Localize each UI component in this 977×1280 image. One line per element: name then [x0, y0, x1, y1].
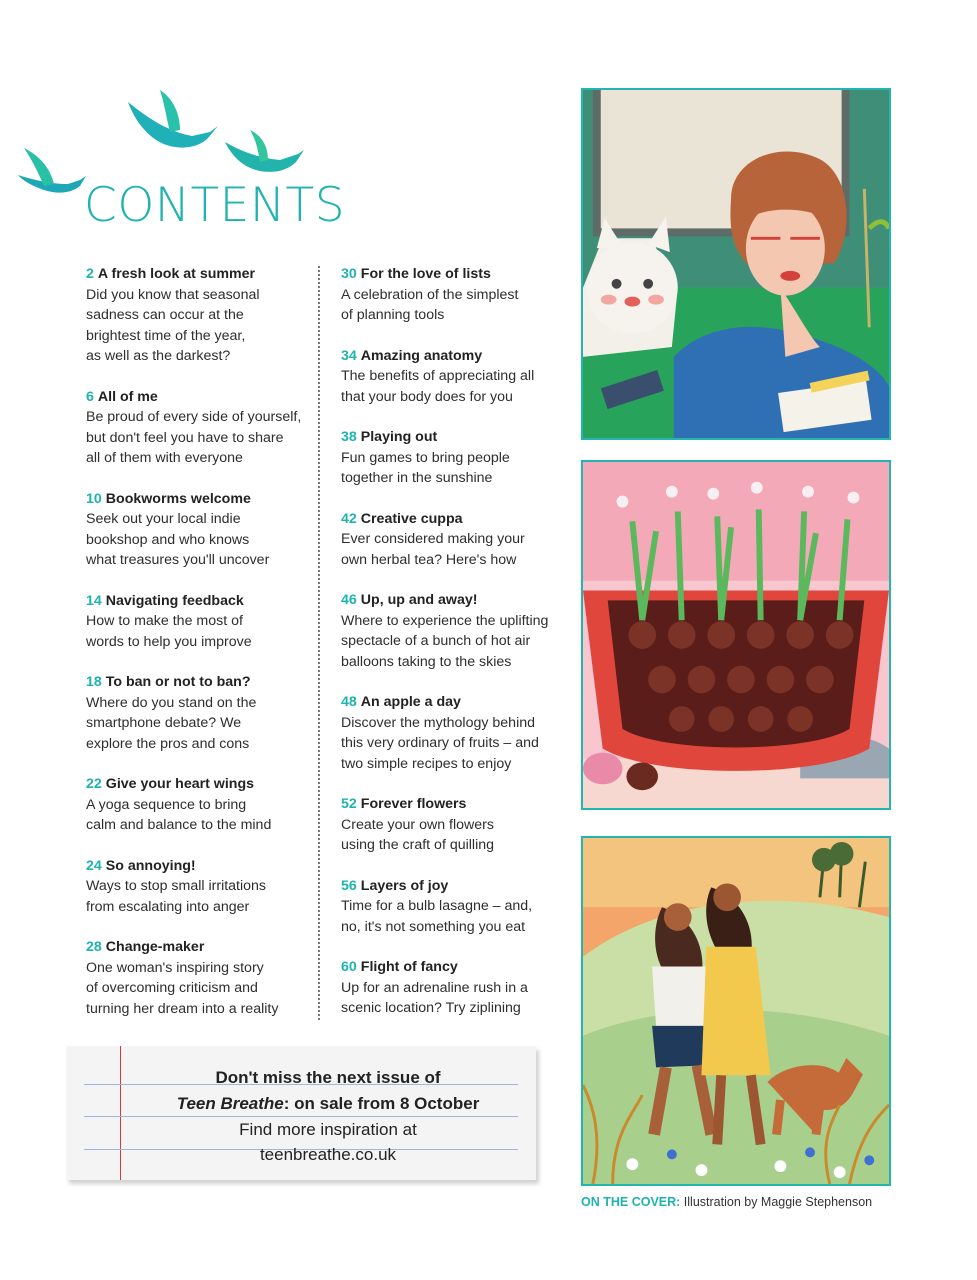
entry-description: Did you know that seasonal sadness can occur at the brightest time of the year, as well as the darkest? — [86, 286, 260, 364]
page-number: 38 — [341, 429, 357, 445]
entry-title: Change-maker — [105, 939, 205, 955]
entry-title: An apple a day — [360, 694, 461, 710]
magazine-name: Teen Breathe — [176, 1094, 284, 1113]
entry-heading — [341, 794, 571, 815]
contents-entry[interactable] — [341, 876, 571, 938]
page-number: 42 — [341, 510, 357, 527]
entry-heading — [86, 856, 318, 877]
entry-title: Bookworms welcome — [105, 490, 251, 507]
entry-title: To ban or not to ban? — [105, 674, 251, 690]
entry-heading — [86, 264, 318, 285]
entry-heading — [341, 427, 571, 448]
next-issue-note — [66, 1046, 536, 1180]
page-number: 56 — [341, 877, 357, 894]
entry-description: Where to experience the uplifting spectacle of a bunch of hot air balloons taking to the skies — [341, 612, 549, 670]
page-number: 52 — [341, 796, 357, 812]
entry-description: Time for a bulb lasagne – and, no, it's not something you eat — [341, 898, 533, 935]
contents-entry[interactable] — [86, 264, 318, 367]
contents-entry[interactable] — [341, 427, 571, 489]
page-number: 34 — [341, 347, 357, 364]
entry-heading — [86, 937, 318, 958]
cover-label: ON THE COVER: — [581, 1195, 681, 1209]
entry-heading — [86, 774, 318, 795]
page-number: 30 — [341, 266, 357, 282]
entry-title: Flight of fancy — [360, 959, 458, 975]
entry-description: Ever considered making your own herbal tea? Here's how — [341, 531, 525, 568]
entry-description: Be proud of every side of yourself, but don't feel you have to share all of them with everyone — [86, 409, 302, 466]
entry-title: Playing out — [360, 429, 438, 445]
contents-entry[interactable] — [86, 774, 318, 836]
entry-heading — [341, 692, 571, 713]
next-issue-date: : on sale from 8 October — [283, 1094, 480, 1113]
contents-column-left — [86, 264, 318, 1039]
entry-description: Fun games to bring people together in the sunshine — [341, 449, 510, 486]
page-number: 24 — [86, 857, 102, 874]
girl-with-cat-illustration — [581, 88, 891, 440]
entry-description: A yoga sequence to bring calm and balance to the mind — [86, 796, 272, 833]
contents-entry[interactable] — [341, 794, 571, 856]
column-divider — [318, 266, 320, 1020]
entry-title: So annoying! — [105, 857, 196, 874]
entry-heading — [86, 591, 318, 612]
entry-heading — [86, 672, 318, 693]
entry-heading — [86, 387, 318, 408]
contents-entry[interactable] — [341, 509, 571, 571]
entry-description: Ways to stop small irritations from escalating into anger — [86, 878, 267, 915]
entry-description: A celebration of the simplest of planning tools — [341, 286, 519, 323]
page-title: CONTENTS — [84, 178, 346, 233]
entry-title: For the love of lists — [360, 266, 491, 282]
entry-title: Layers of joy — [360, 877, 449, 894]
walking-girls-with-dog-illustration — [581, 836, 891, 1186]
page-number: 18 — [86, 674, 102, 690]
contents-entry[interactable] — [86, 387, 318, 469]
contents-column-right — [341, 264, 571, 1039]
page-number: 2 — [86, 266, 94, 282]
bird-icon — [128, 90, 218, 148]
bird-icon — [18, 148, 86, 193]
entry-heading — [341, 876, 571, 897]
contents-entry[interactable] — [341, 692, 571, 774]
contents-entry[interactable] — [341, 264, 571, 326]
entry-heading — [341, 957, 571, 978]
bulb-bowl-illustration — [581, 460, 891, 810]
next-issue-line2 — [120, 1094, 536, 1114]
cover-credit — [581, 1195, 872, 1209]
contents-entry[interactable] — [86, 856, 318, 918]
contents-entry[interactable] — [86, 937, 318, 1019]
entry-title: Amazing anatomy — [360, 347, 483, 364]
page-number: 28 — [86, 939, 102, 955]
entry-heading — [341, 346, 571, 367]
entry-title: Forever flowers — [360, 796, 467, 812]
entry-heading — [86, 489, 318, 510]
cover-credit-text: Illustration by Maggie Stephenson — [683, 1195, 873, 1209]
entry-description: Up for an adrenaline rush in a scenic location? Try ziplining — [341, 979, 528, 1016]
entry-description: The benefits of appreciating all that your body does for you — [341, 368, 535, 405]
entry-title: Give your heart wings — [105, 776, 255, 792]
note-rule — [84, 1116, 518, 1117]
page-number: 6 — [86, 388, 94, 405]
entry-heading — [341, 264, 571, 285]
page-number: 10 — [86, 490, 102, 507]
entry-title: Creative cuppa — [360, 510, 463, 527]
entry-description: Where do you stand on the smartphone debate? We explore the pros and cons — [86, 694, 257, 752]
website-link[interactable]: teenbreathe.co.uk — [259, 1145, 397, 1164]
contents-entry[interactable] — [341, 957, 571, 1019]
bird-icon — [225, 130, 304, 172]
page-number: 22 — [86, 776, 102, 792]
contents-entry[interactable] — [86, 591, 318, 653]
page-number: 48 — [341, 694, 357, 710]
entry-description: Create your own flowers using the craft of quilling — [341, 816, 495, 853]
entry-title: A fresh look at summer — [97, 266, 256, 282]
contents-entry[interactable] — [86, 672, 318, 754]
entry-description: Discover the mythology behind this very ordinary of fruits – and two simple recipes to enjoy — [341, 714, 539, 772]
entry-title: Navigating feedback — [105, 592, 244, 609]
next-issue-line3: Find more inspiration at — [239, 1120, 417, 1139]
page-number: 60 — [341, 959, 357, 975]
contents-entry[interactable] — [341, 346, 571, 408]
entry-description: Seek out your local indie bookshop and who knows what treasures you'll uncover — [86, 511, 270, 568]
entry-description: One woman's inspiring story of overcoming criticism and turning her dream into a reality — [86, 959, 279, 1017]
page-number: 46 — [341, 592, 357, 608]
next-issue-line1: Don't miss the next issue of — [215, 1068, 441, 1087]
entry-heading — [341, 509, 571, 530]
contents-entry[interactable] — [86, 489, 318, 571]
entry-heading — [341, 590, 571, 611]
entry-title: All of me — [97, 388, 158, 405]
page-number: 14 — [86, 592, 102, 609]
contents-entry[interactable] — [341, 590, 571, 672]
entry-description: How to make the most of words to help you improve — [86, 613, 252, 650]
entry-title: Up, up and away! — [360, 592, 478, 608]
